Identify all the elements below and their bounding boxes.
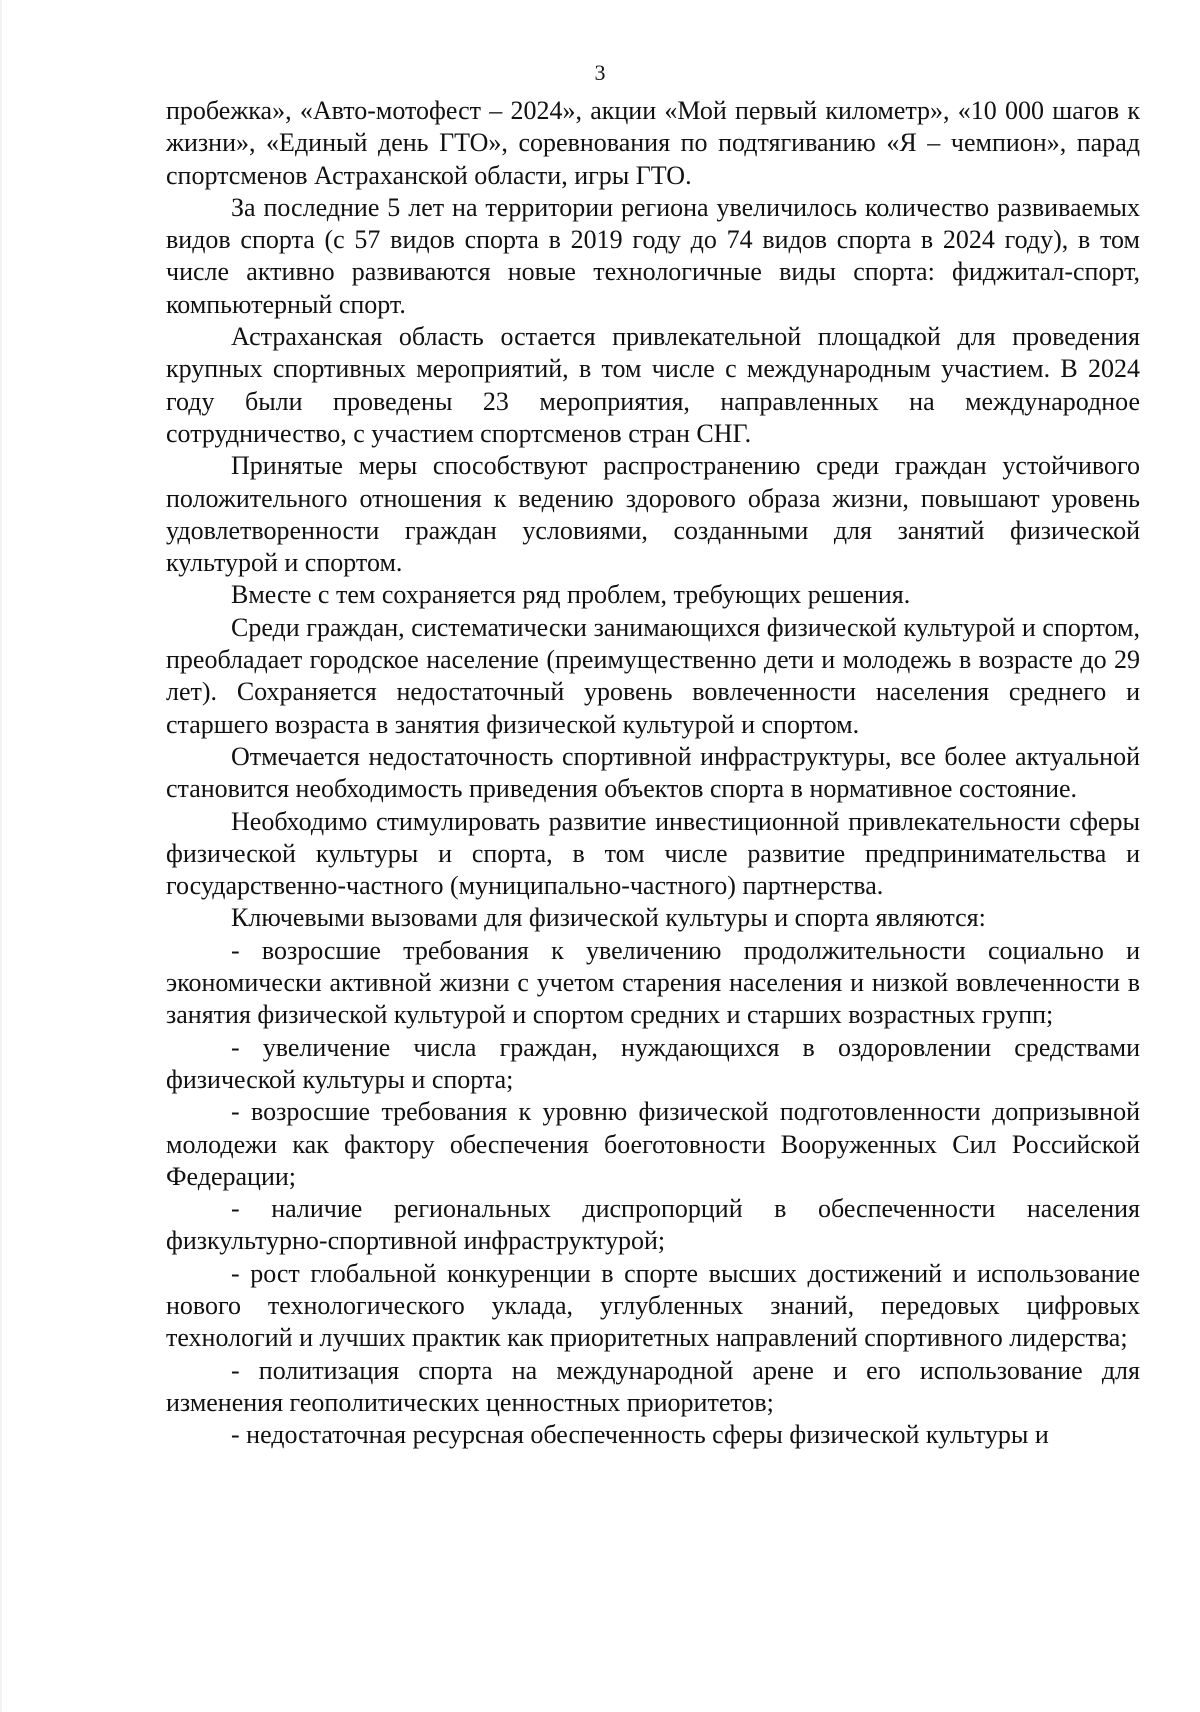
list-item-resources: - недостаточная ресурсная обеспеченность сферы физической культуры и [231,1420,1049,1450]
paragraph-sports-types: За последние 5 лет на территории региона увеличилось количество развиваемых видов спорта (с 57 видов спорта в 2019 году до 74 видов спорта в 2024 году), в том числе активно развиваются новые технологичные виды спорта: фиджитал-спорт, компьютерный спорт. [166,192,1140,319]
paragraph-international-events: Астраханская область остается привлекательной площадкой для проведения крупных спортивных мероприятий, в том числе с международным участием. В 2024 году были проведены 23 мероприятия, направленных на международное сотрудничество, с участием спортсменов стран СНГ. [166,322,1140,448]
list-item-health-improvement: - увеличение числа граждан, нуждающихся в оздоровлении средствами физической культуры и спорта; [166,1032,1140,1094]
page-number: 3 [594,60,606,85]
paragraph-infrastructure: Отмечается недостаточность спортивной инфраструктуры, все более актуальной становится необходимость приведения объектов спорта в нормативное состояние. [166,741,1140,804]
scan-edge [0,0,2,1712]
list-item-pre-conscription: - возросшие требования к уровню физической подготовленности допризывной молодежи как фактору обеспечения боеготовности Вооруженных Сил Российской Федерации; [166,1097,1140,1191]
paragraph-key-challenges: Ключевыми вызовами для физической культуры и спорта являются: [231,903,986,933]
paragraph-investment: Необходимо стимулировать развитие инвестиционной привлекательности сферы физической культуры и спорта, в том числе развитие предпринимательства и государственно-частного (муниципально-частного) партнерства. [166,806,1140,901]
document-body [166,95,1140,1451]
list-item-active-life: - возросшие требования к увеличению продолжительности социально и экономически активной жизни с учетом старения населения и низкой вовлеченности в занятия физической культурой и спортом средних и старших возрастных групп; [166,935,1140,1030]
list-item-politicization: - политизация спорта на международной арене и его использование для изменения геополитических ценностных приоритетов; [166,1355,1140,1417]
list-item-global-competition: - рост глобальной конкуренции в спорте высших достижений и использование нового технологического уклада, углубленных знаний, передовых цифровых технологий и лучших практик как приоритетных направлений спортивного лидерства; [166,1258,1140,1353]
list-item-regional-disproportions: - наличие региональных диспропорций в обеспеченности населения физкультурно-спортивной инфраструктурой; [166,1194,1140,1256]
paragraph-healthy-lifestyle: Принятые меры способствуют распространению среди граждан устойчивого положительного отношения к ведению здорового образа жизни, повышают уровень удовлетворенности граждан условиями, созданными для занятий физической культурой и спортом. [166,451,1140,578]
paragraph-problems-intro: Вместе с тем сохраняется ряд проблем, требующих решения. [231,580,911,610]
paragraph-continuation: пробежка», «Авто-мотофест – 2024», акции «Мой первый километр», «10 000 шагов к жизни», «Единый день ГТО», соревнования по подтягиванию «Я – чемпион», парад спортсменов Астраханской области, игры ГТО. [166,96,1140,190]
paragraph-urban-population: Среди граждан, систематически занимающихся физической культурой и спортом, преобладает городское население (преимущественно дети и молодежь в возрасте до 29 лет). Сохраняется недостаточный уровень вовлеченности населения среднего и старшего возраста в занятия физической культурой и спортом. [166,612,1140,739]
